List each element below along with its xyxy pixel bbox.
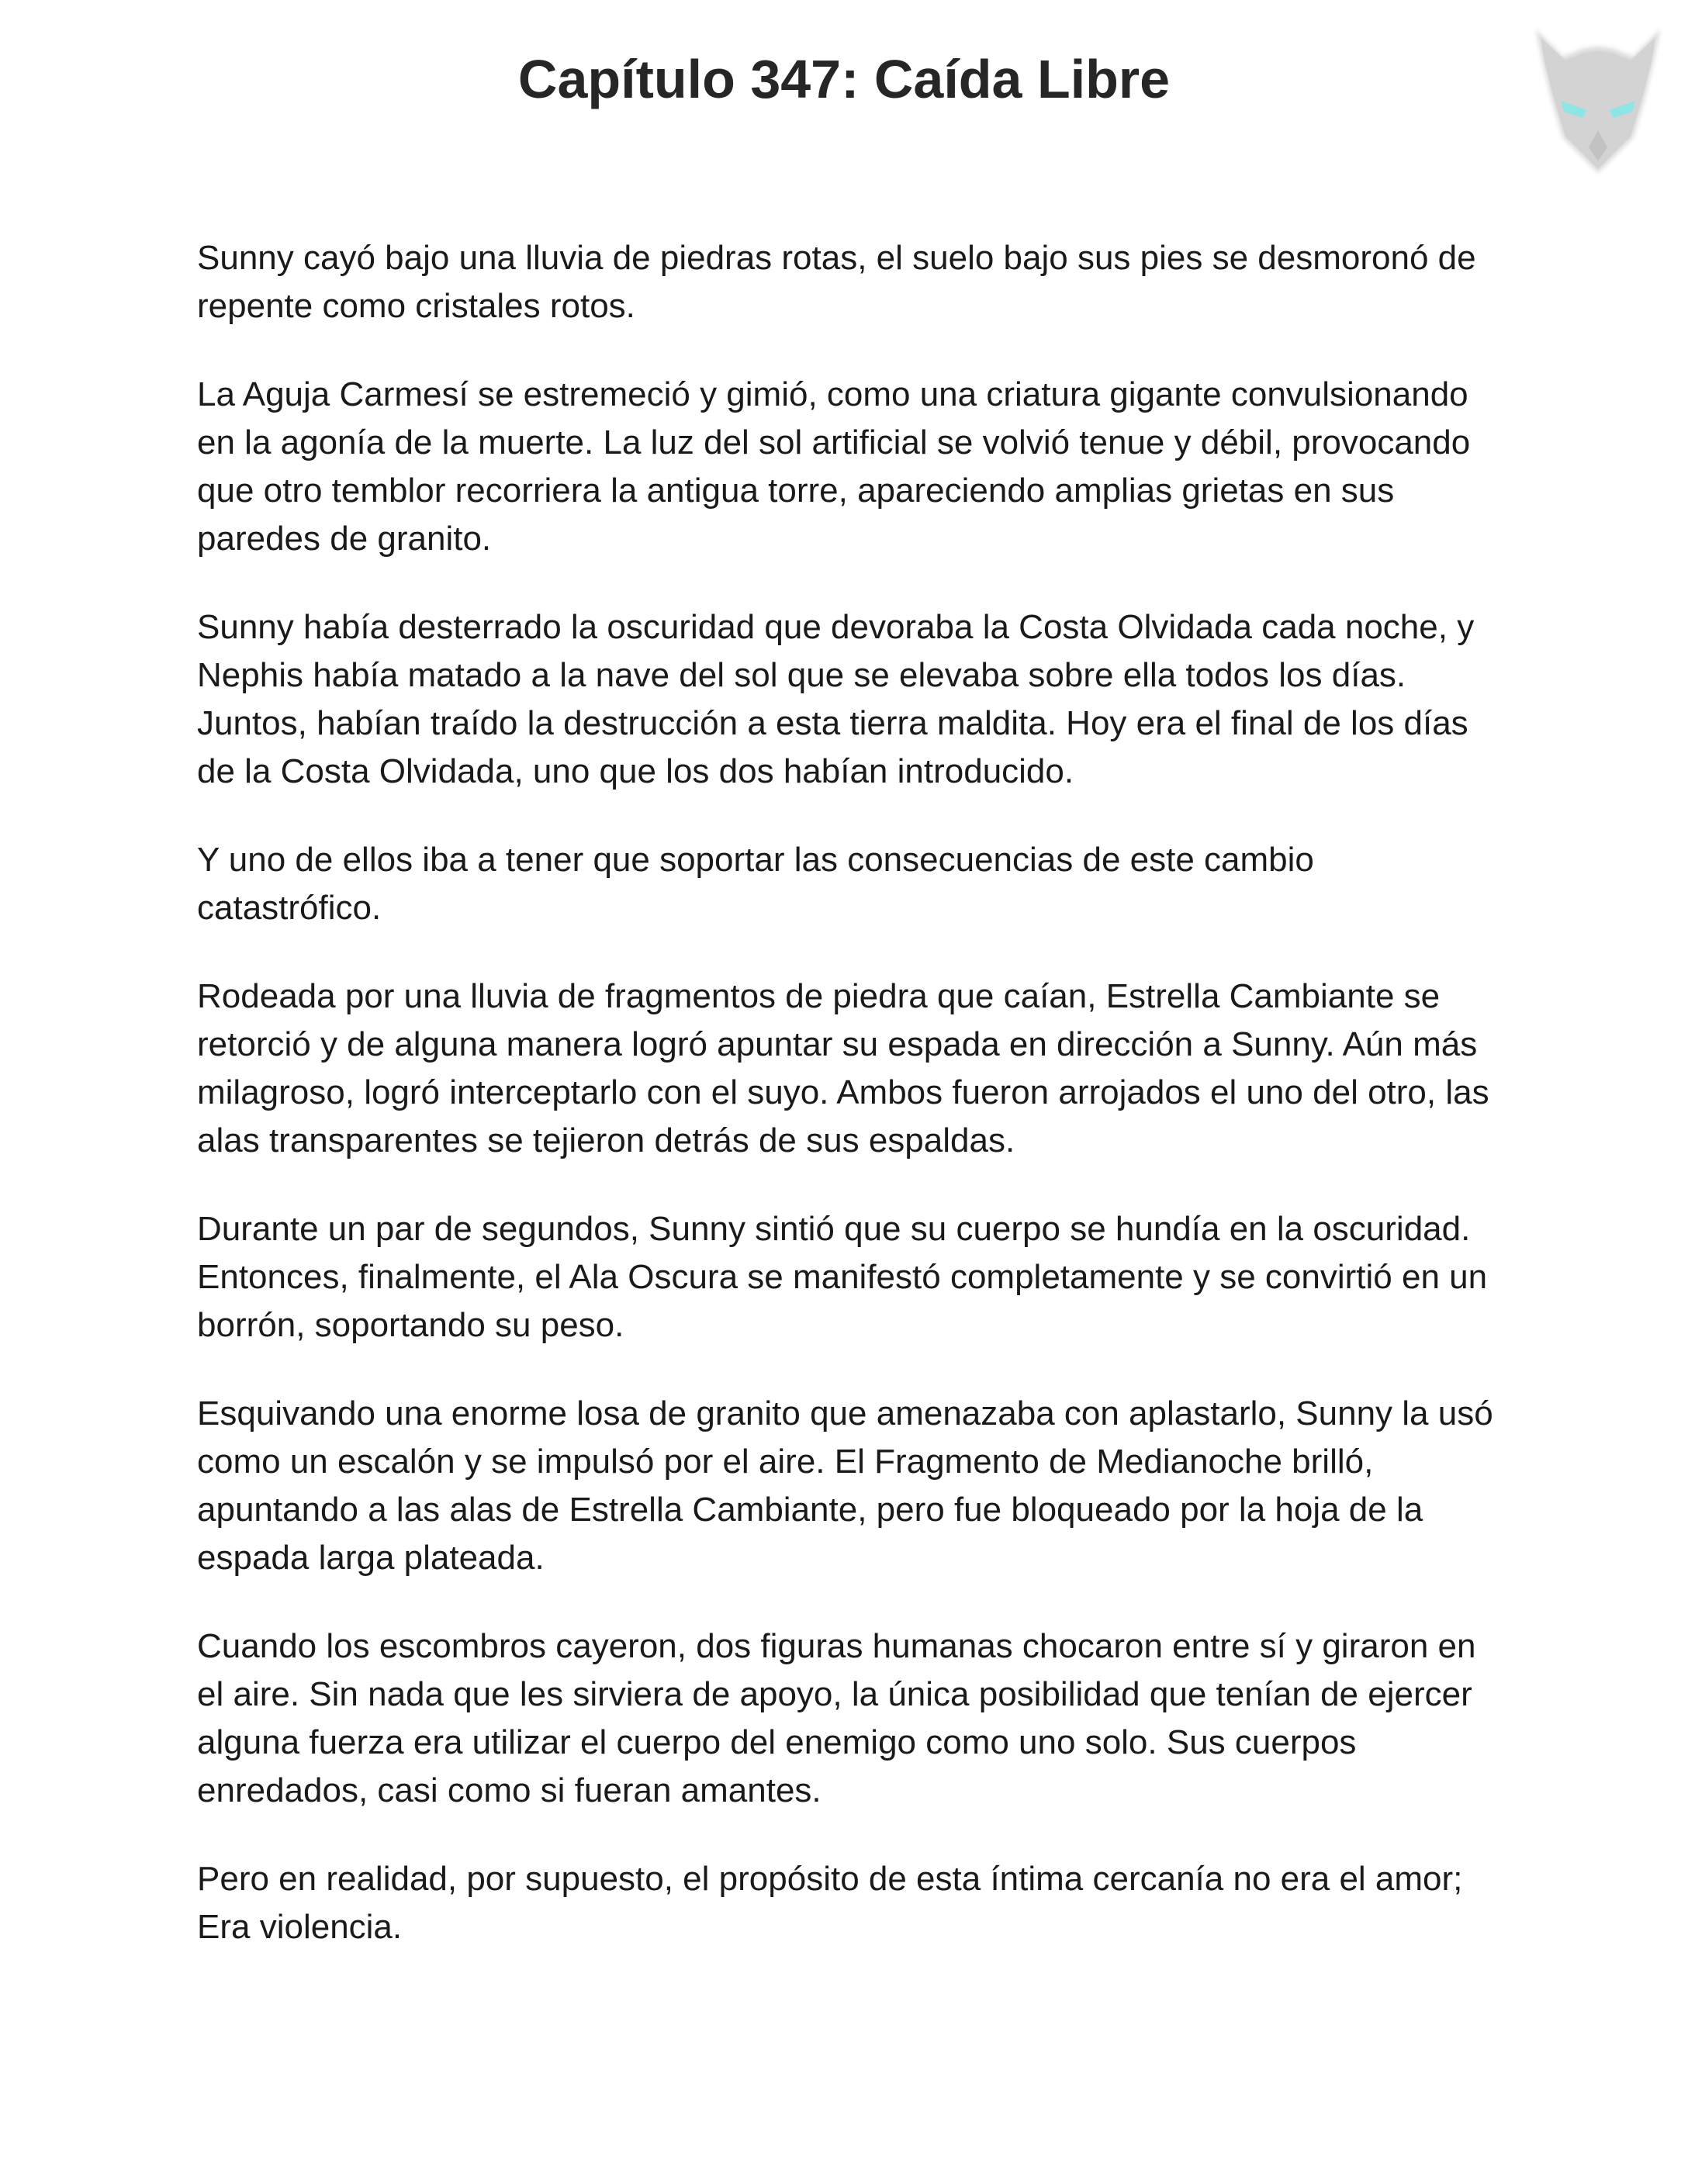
paragraph: Cuando los escombros cayeron, dos figuras humanas chocaron entre sí y giraron en el aire. Sin nada que les sirviera de apoyo, la única posibilidad que tenían de ejercer alguna fuerza era utilizar el cuerpo del enemigo como uno solo. Sus cuerpos enredados, casi como si fueran amantes.: [197, 1627, 1476, 1809]
paragraph: Pero en realidad, por supuesto, el propósito de esta íntima cercanía no era el amor; Era violencia.: [197, 1860, 1463, 1946]
horned-mask-logo-icon: [1520, 14, 1676, 185]
paragraph: Rodeada por una lluvia de fragmentos de piedra que caían, Estrella Cambiante se retorció y de alguna manera logró apuntar su espada en dirección a Sunny. Aún más milagroso, logró interceptarlo con el suyo. Ambos fueron arrojados el uno del otro, las alas transparentes se tejieron detrás de sus espaldas.: [197, 977, 1489, 1159]
chapter-title: Capítulo 347: Caída Libre: [517, 49, 1171, 109]
paragraph: Sunny había desterrado la oscuridad que devoraba la Costa Olvidada cada noche, y Nephis había matado a la nave del sol que se elevaba sobre ella todos los días. Juntos, habían traído la destrucción a esta tierra maldita. Hoy era el final de los días de la Costa Olvidada, uno que los dos habían introducido.: [197, 608, 1475, 790]
paragraph: La Aguja Carmesí se estremeció y gimió, como una criatura gigante convulsionando en la agonía de la muerte. La luz del sol artificial se volvió tenue y débil, provocando que otro temblor recorriera la antigua torre, apareciendo amplias grietas en sus paredes de granito.: [197, 375, 1471, 558]
chapter-body: [197, 234, 1500, 1992]
paragraph: Sunny cayó bajo una lluvia de piedras rotas, el suelo bajo sus pies se desmoronó de repente como cristales rotos.: [197, 239, 1476, 325]
paragraph: Y uno de ellos iba a tener que soportar las consecuencias de este cambio catastrófico.: [197, 841, 1314, 927]
paragraph: Durante un par de segundos, Sunny sintió que su cuerpo se hundía en la oscuridad. Entonces, finalmente, el Ala Oscura se manifestó completamente y se convirtió en un borrón, soportando su peso.: [197, 1210, 1488, 1344]
paragraph: Esquivando una enorme losa de granito que amenazaba con aplastarlo, Sunny la usó como un escalón y se impulsó por el aire. El Fragmento de Medianoche brilló, apuntando a las alas de Estrella Cambiante, pero fue bloqueado por la hoja de la espada larga plateada.: [197, 1394, 1493, 1577]
